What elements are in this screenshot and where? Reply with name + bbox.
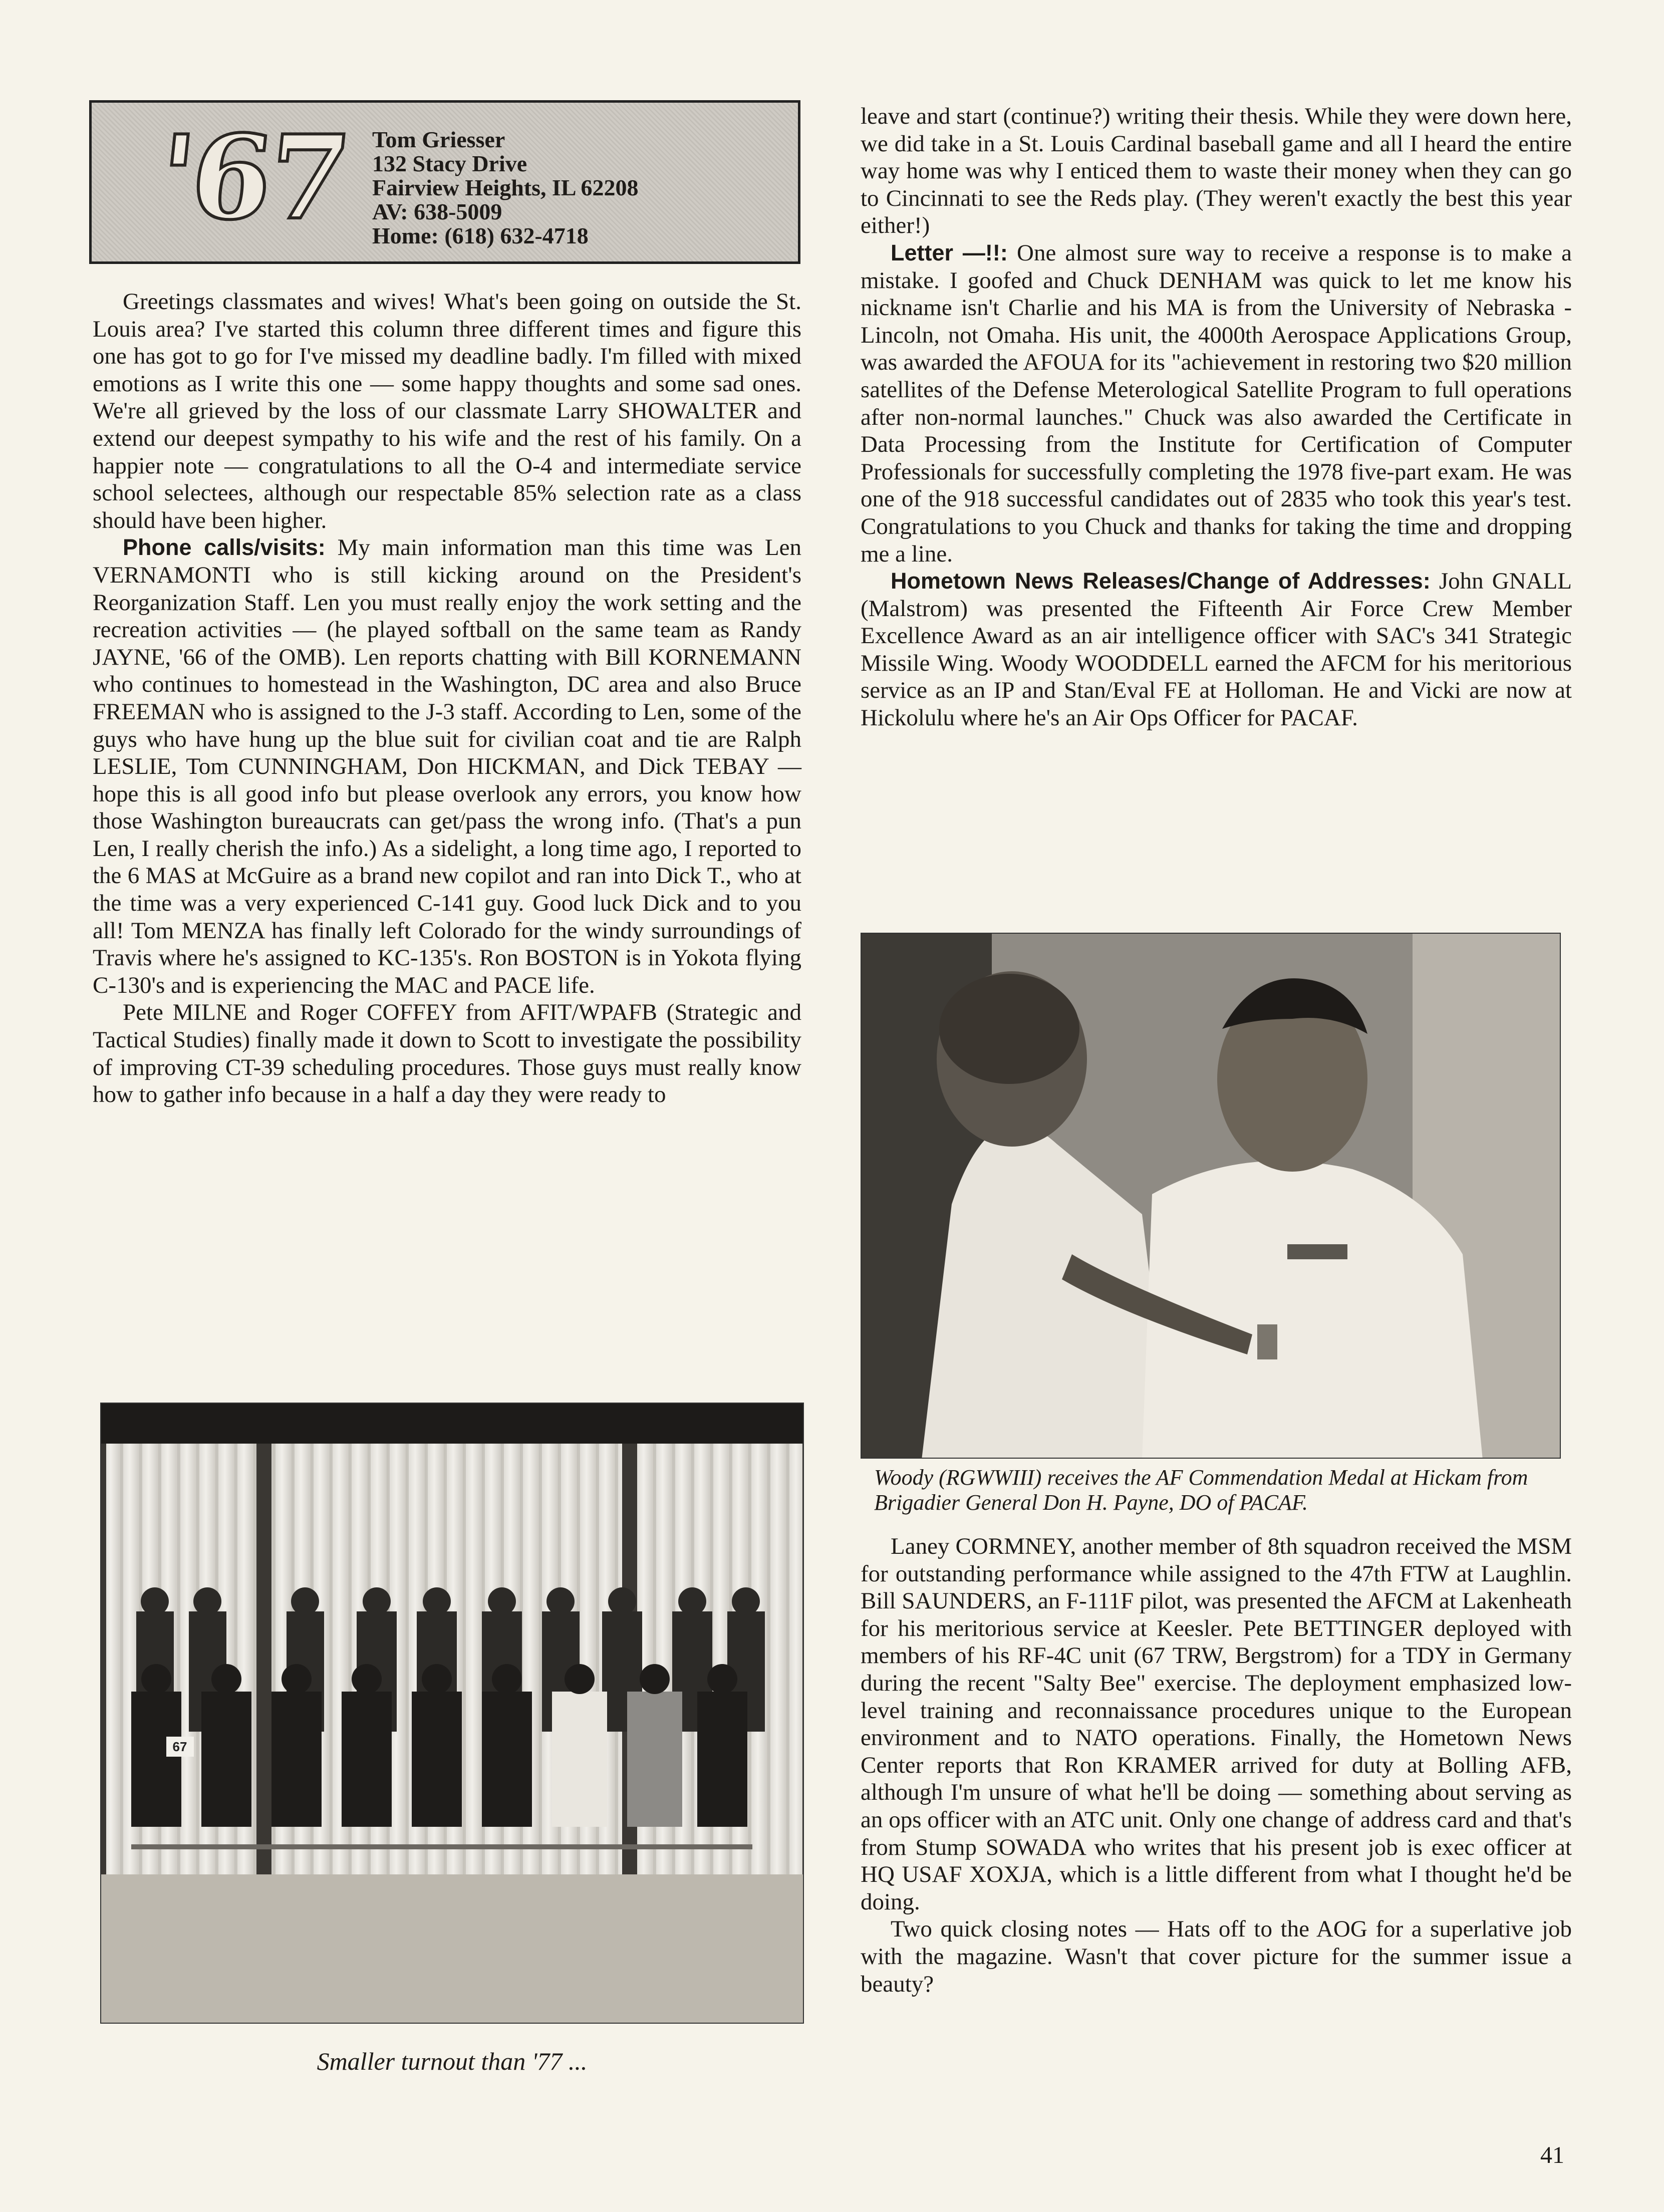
- group-photo: [100, 1403, 804, 2024]
- medal-photo-caption: Woody (RGWWIII) receives the AF Commendation Medal at Hickam from Brigadier General Don H. Payne, DO of PACAF.: [874, 1465, 1528, 1515]
- paragraph-milne-coffey: Pete MILNE and Roger COFFEY from AFIT/WPAFB (Strategic and Tactical Studies) finally made it down to Scott to investigate the possibility of improving CT-39 scheduling procedures. Those guys must really know how to gather info because in a half a day they were ready to: [93, 999, 801, 1108]
- correspondent-address: [372, 128, 639, 248]
- correspondent-street: 132 Stacy Drive: [372, 151, 527, 176]
- paragraph-hometown-news: Hometown News Releases/Change of Addresses: John GNALL (Malstrom) was presented the Fifteenth Air Force Crew Member Excellence Award as an air intelligence officer with SAC's 341 Strategic Missile Wing. Woody WOODDELL earned the AFCM for his meritorious service as an IP and Stan/Eval FE at Holloman. He and Vicki are now at Hickolulu where he's an Air Ops Officer for PACAF.: [861, 568, 1572, 731]
- page-number: 41: [1540, 2142, 1564, 2168]
- paragraph-thesis-continued: leave and start (continue?) writing their thesis. While they were down here, we did take in a St. Louis Cardinal baseball game and all I heard the entire way home was why I enticed them to waste their money when they can go to Cincinnati to see the Reds play. (They weren't exactly the best this year either!): [861, 103, 1572, 239]
- correspondent-av-phone: AV: 638-5009: [372, 199, 502, 224]
- paragraph-greetings: Greetings classmates and wives! What's been going on outside the St. Louis area? I've started this column three different times and figure this one has got to go for I've missed my deadline badly. I'm filled with mixed emotions as I write this one — some happy thoughts and some sad ones. We're all grieved by the loss of our classmate Larry SHOWALTER and extend our deepest sympathy to his wife and the rest of his family. On a happier note — congratulations to all the O-4 and intermediate service school selectees, although our respectable 85% selection rate as a class should have been higher.: [93, 289, 801, 533]
- paragraph-phone-calls: Phone calls/visits: My main information man this time was Len VERNAMONTI who is still kicking around on the President's Reorganization Staff. Len you must really enjoy the work setting and the recreation activities — (he played softball on the same team as Randy JAYNE, '66 of the OMB). Len reports chatting with Bill KORNEMANN who continues to homestead in the Washington, DC area and also Bruce FREEMAN who is assigned to the J-3 staff. According to Len, some of the guys who have hung up the blue suit for civilian coat and tie are Ralph LESLIE, Tom CUNNINGHAM, Don HICKMAN, and Dick TEBAY — hope this is all good info but please overlook any errors, you know how those Washington bureaucrats can get/pass the wrong info. (That's a pun Len, I really cherish the info.) As a sidelight, a long time ago, I reported to the 6 MAS at McGuire as a brand new copilot and ran into Dick T., who at the time was a very experienced C-141 guy. Good luck Dick and to you all! Tom MENZA has finally left Colorado for the windy surroundings of Travis where he's assigned to KC-135's. Ron BOSTON is in Yokota flying C-130's and is experiencing the MAC and PACE life.: [93, 534, 801, 998]
- paragraph-cormney: Laney CORMNEY, another member of 8th squadron received the MSM for outstanding performance while assigned to the 47th FTW at Laughlin. Bill SAUNDERS, an F-111F pilot, was presented the AFCM at Lakenheath for his meritorious service at Keesler. Pete BETTINGER deployed with members of his RF-4C unit (67 TRW, Bergstrom) for a TDY in Germany during the recent "Salty Bee" exercise. The deployment emphasized low-level training and reconnaissance procedures unique to the European environment and to NATO operations. Finally, the Hometown News Center reports that Ron KRAMER arrived for duty at Bolling AFB, although I'm unsure of what he'll be doing — something about serving as an ops officer with an ATC unit. Only one change of address card and that's from Stump SOWADA who writes that his present job is exec officer at HQ USAF XOXJA, which is a little different from what I thought he'd be doing.: [861, 1533, 1572, 1915]
- correspondent-city: Fairview Heights, IL 62208: [372, 175, 639, 200]
- group-photo-caption: Smaller turnout than '77 ...: [317, 2047, 588, 2075]
- class-header-box: [89, 100, 800, 264]
- class-year-logo: '67: [152, 110, 353, 245]
- correspondent-home-phone: Home: (618) 632-4718: [372, 223, 589, 248]
- section-heading-phone-calls: Phone calls/visits:: [123, 534, 326, 561]
- paragraph-letter: Letter —!!: One almost sure way to receive a response is to make a mistake. I goofed and Chuck DENHAM was quick to let me know his nickname isn't Charlie and his MA is from the University of Nebraska - Lincoln, not Omaha. His unit, the 4000th Aerospace Applications Group, was awarded the AFOUA for its "achievement in restoring two $20 million satellites of the Defense Meterological Satellite Program to full operations after non-normal launches." Chuck was also awarded the Certificate in Data Processing from the Institute for Certification of Computer Professionals for successfully completing the 1978 five-part exam. He was one of the 918 successful candidates out of 2835 who took this year's test. Congratulations to you Chuck and thanks for taking the time and dropping me a line.: [861, 239, 1572, 567]
- photo-class-card: 67: [172, 1739, 187, 1754]
- section-heading-hometown-news: Hometown News Releases/Change of Addresses:: [891, 568, 1431, 594]
- medal-ceremony-photo: [861, 933, 1561, 1459]
- correspondent-name: Tom Griesser: [372, 127, 505, 152]
- paragraph-closing-notes: Two quick closing notes — Hats off to the AOG for a superlative job with the magazine. Wasn't that cover picture for the summer issue a beauty?: [861, 1916, 1572, 1997]
- section-heading-letter: Letter —!!:: [891, 239, 1008, 265]
- left-column-text: [93, 288, 801, 1109]
- right-column-text-top: [861, 103, 1572, 732]
- right-column-text-bottom: [861, 1533, 1572, 1998]
